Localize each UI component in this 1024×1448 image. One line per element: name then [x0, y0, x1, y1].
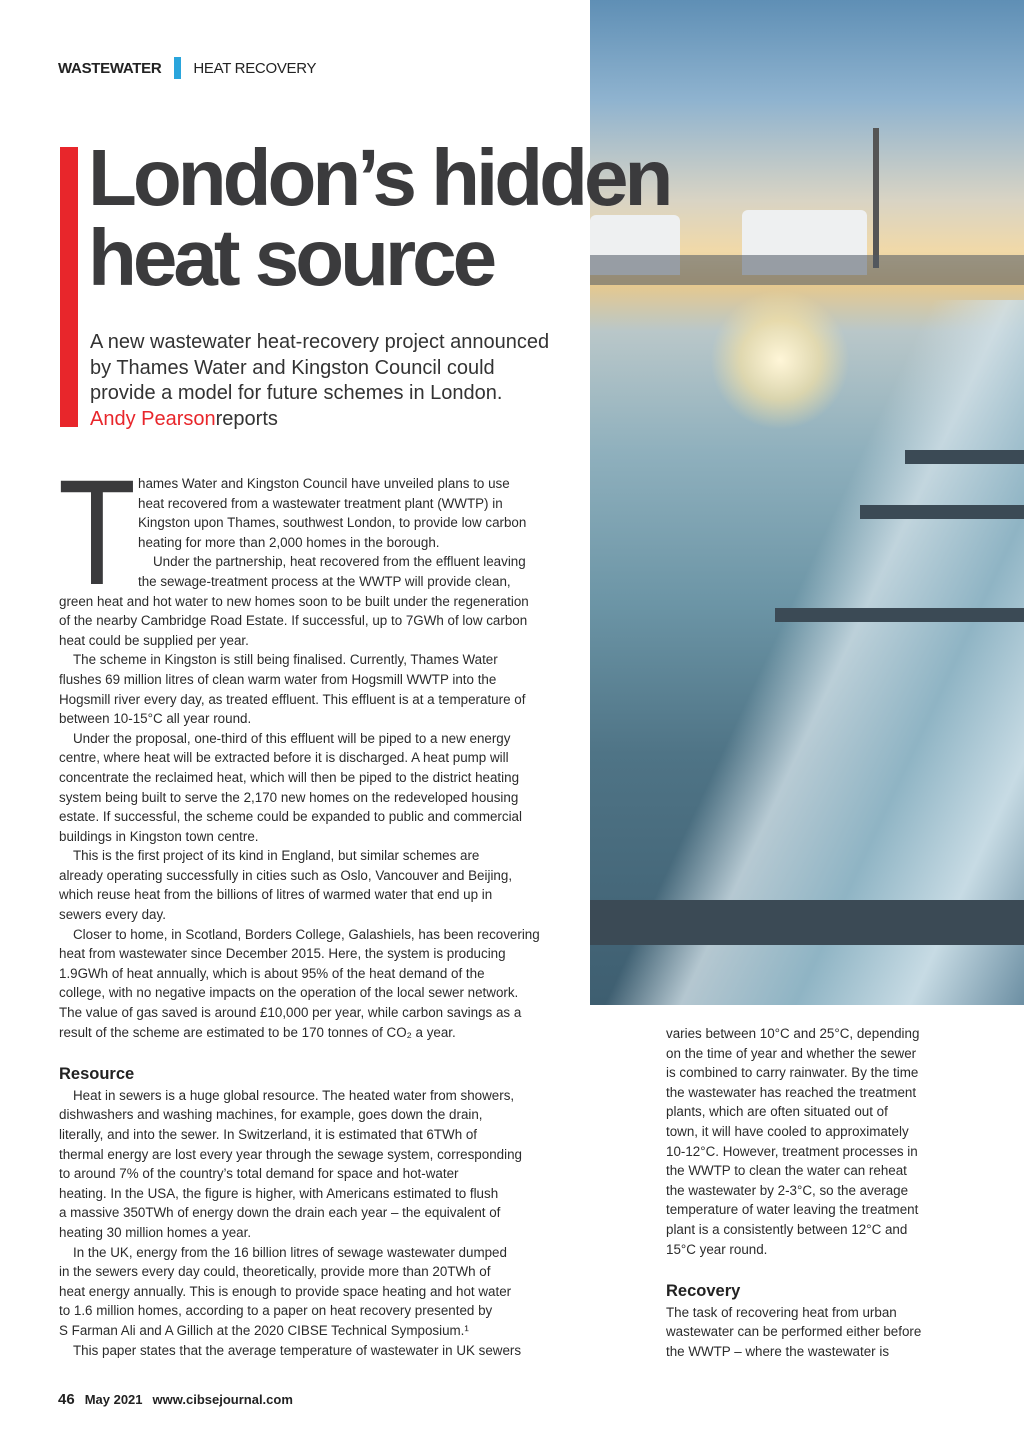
kicker-divider [174, 57, 181, 79]
body-column-right [666, 1024, 956, 1362]
subheading: Resource [59, 1064, 135, 1083]
body-text-line: in the sewers every day could, theoretically, provide more than 20TWh of [59, 1264, 491, 1280]
subsection-label: HEAT RECOVERY [193, 59, 317, 77]
body-text-line: result of the scheme are estimated to be 170 tonnes of CO₂ a year. [59, 1024, 456, 1040]
body-text-line: college, with no negative impacts on the operation of the local sewer network. [59, 985, 519, 1001]
body-text-line: concentrate the reclaimed heat, which will then be piped to the district heating [59, 769, 520, 785]
body-text-line: which reuse heat from the billions of litres of warmed water that end up in [59, 887, 493, 903]
drop-cap: T [58, 448, 136, 616]
body-text-line: to 1.6 million homes, according to a paper on heat recovery presented by [59, 1303, 493, 1319]
issue-date: May 2021 [84, 1392, 143, 1407]
body-text-line: Kingston upon Thames, southwest London, to provide low carbon [138, 515, 527, 531]
standfirst [90, 330, 549, 432]
body-text-line: heating 30 million homes a year. [59, 1224, 252, 1240]
body-text-line: town, it will have cooled to approximately [666, 1123, 909, 1139]
paragraph-gap [666, 1259, 956, 1279]
body-text-line: hames Water and Kingston Council have unveiled plans to use [138, 476, 510, 491]
body-text-line: buildings in Kingston town centre. [59, 828, 259, 844]
body-text-line: thermal energy are lost every year through the sewage system, corresponding [59, 1146, 522, 1162]
photo-beam [905, 450, 1024, 464]
headline-line: heat source [88, 213, 494, 302]
body-text-line: heat recovered from a wastewater treatment plant (WWTP) in [138, 495, 503, 511]
body-text-line: S Farman Ali and A Gillich at the 2020 CIBSE Technical Symposium.¹ [59, 1322, 469, 1338]
body-text-line: The scheme in Kingston is still being finalised. Currently, Thames Water [73, 652, 498, 668]
body-text-line: heat could be supplied per year. [59, 632, 249, 648]
body-text-line: In the UK, energy from the 16 billion litres of sewage wastewater dumped [73, 1244, 507, 1260]
body-text-line: This paper states that the average temperature of wastewater in UK sewers [73, 1342, 522, 1358]
body-text-line: to around 7% of the country’s total demand for space and hot-water [59, 1166, 459, 1182]
body-text-line: Under the proposal, one-third of this effluent will be piped to a new energy [73, 730, 511, 746]
body-text-line: plants, which are often situated out of [666, 1104, 888, 1120]
body-text-line: the wastewater by 2-3°C, so the average [666, 1182, 909, 1198]
body-text-line: green heat and hot water to new homes soon to be built under the regeneration [59, 593, 529, 609]
body-text-line: centre, where heat will be extracted before it is discharged. A heat pump will [59, 750, 509, 766]
body-text-line: a massive 350TWh of energy down the drain each year – the equivalent of [59, 1205, 501, 1221]
body-text-line: Heat in sewers is a huge global resource. The heated water from showers, [73, 1087, 515, 1103]
body-column-left [59, 474, 559, 1360]
page-footer [58, 1391, 293, 1408]
body-text-line: varies between 10°C and 25°C, depending [666, 1026, 920, 1041]
body-text-line: Hogsmill river every day, as treated effluent. This effluent is at a temperature of [59, 691, 526, 707]
section-kicker [58, 57, 316, 79]
body-text-line: is combined to carry rainwater. By the time [666, 1065, 919, 1081]
body-text-line: between 10-15°C all year round. [59, 711, 252, 727]
body-text-line: The value of gas saved is around £10,000 per year, while carbon savings as a [59, 1005, 522, 1021]
body-text-line: flushes 69 million litres of clean warm water from Hogsmill WWTP into the [59, 671, 497, 687]
body-text-line: 15°C year round. [666, 1241, 768, 1257]
section-label: WASTEWATER [58, 59, 162, 77]
body-text-line: 1.9GWh of heat annually, which is about 95% of the heat demand of the [59, 965, 485, 981]
photo-pylon [873, 128, 879, 268]
headline-accent-bar [60, 147, 78, 427]
body-text-line: The task of recovering heat from urban [666, 1304, 897, 1320]
body-text-line: on the time of year and whether the sewer [666, 1045, 917, 1061]
body-text-line: This is the first project of its kind in England, but similar schemes are [73, 848, 480, 864]
body-text-line: wastewater can be performed either before [666, 1324, 922, 1340]
author-name: Andy Pearson [90, 407, 216, 430]
body-text-line: sewers every day. [59, 907, 166, 923]
website-url: www.cibsejournal.com [152, 1392, 293, 1407]
body-text-line: dishwashers and washing machines, for example, goes down the drain, [59, 1107, 483, 1123]
body-text-line: the sewage-treatment process at the WWTP will provide clean, [138, 573, 511, 589]
body-text-line: temperature of water leaving the treatment [666, 1202, 919, 1218]
body-text-line: heat energy annually. This is enough to provide space heating and hot water [59, 1283, 512, 1299]
body-text-line: already operating successfully in cities such as Oslo, Vancouver and Beijing, [59, 867, 513, 883]
paragraph-gap [59, 1042, 559, 1062]
standfirst-line: provide a model for future schemes in London. [90, 382, 503, 404]
photo-beam [860, 505, 1024, 519]
body-text-line: heat from wastewater since December 2015. Here, the system is producing [59, 946, 506, 962]
body-text-line: the WWTP – where the wastewater is [666, 1343, 890, 1359]
body-text-line: Closer to home, in Scotland, Borders College, Galashiels, has been recovering [73, 926, 540, 942]
body-text-line: plant is a consistently between 12°C and [666, 1221, 908, 1237]
body-text-line: system being built to serve the 2,170 new homes on the redeveloped housing [59, 789, 519, 805]
subheading: Recovery [666, 1281, 741, 1300]
page-number: 46 [58, 1391, 75, 1408]
headline [88, 133, 670, 302]
photo-beam [775, 608, 1024, 622]
body-text-line: the WWTP to clean the water can reheat [666, 1163, 907, 1179]
body-text-line: 10-12°C. However, treatment processes in [666, 1143, 918, 1159]
body-text-line: heating for more than 2,000 homes in the borough. [138, 534, 440, 550]
body-text-line: heating. In the USA, the figure is higher, with Americans estimated to flush [59, 1185, 499, 1201]
headline-line: London’s hidden [88, 133, 670, 222]
body-text-line: Under the partnership, heat recovered from the effluent leaving [153, 554, 526, 570]
byline-suffix: reports [215, 407, 278, 430]
standfirst-line: A new wastewater heat-recovery project announced [90, 331, 550, 353]
body-text-line: of the nearby Cambridge Road Estate. If successful, up to 7GWh of low carbon [59, 613, 528, 629]
body-text-line: literally, and into the sewer. In Switzerland, it is estimated that 6TWh of [59, 1127, 478, 1142]
body-text-line: the wastewater has reached the treatment [666, 1084, 917, 1100]
photo-beam [590, 900, 1024, 945]
body-text-line: estate. If successful, the scheme could be expanded to public and commercial [59, 809, 522, 825]
standfirst-line: by Thames Water and Kingston Council could [90, 356, 495, 379]
